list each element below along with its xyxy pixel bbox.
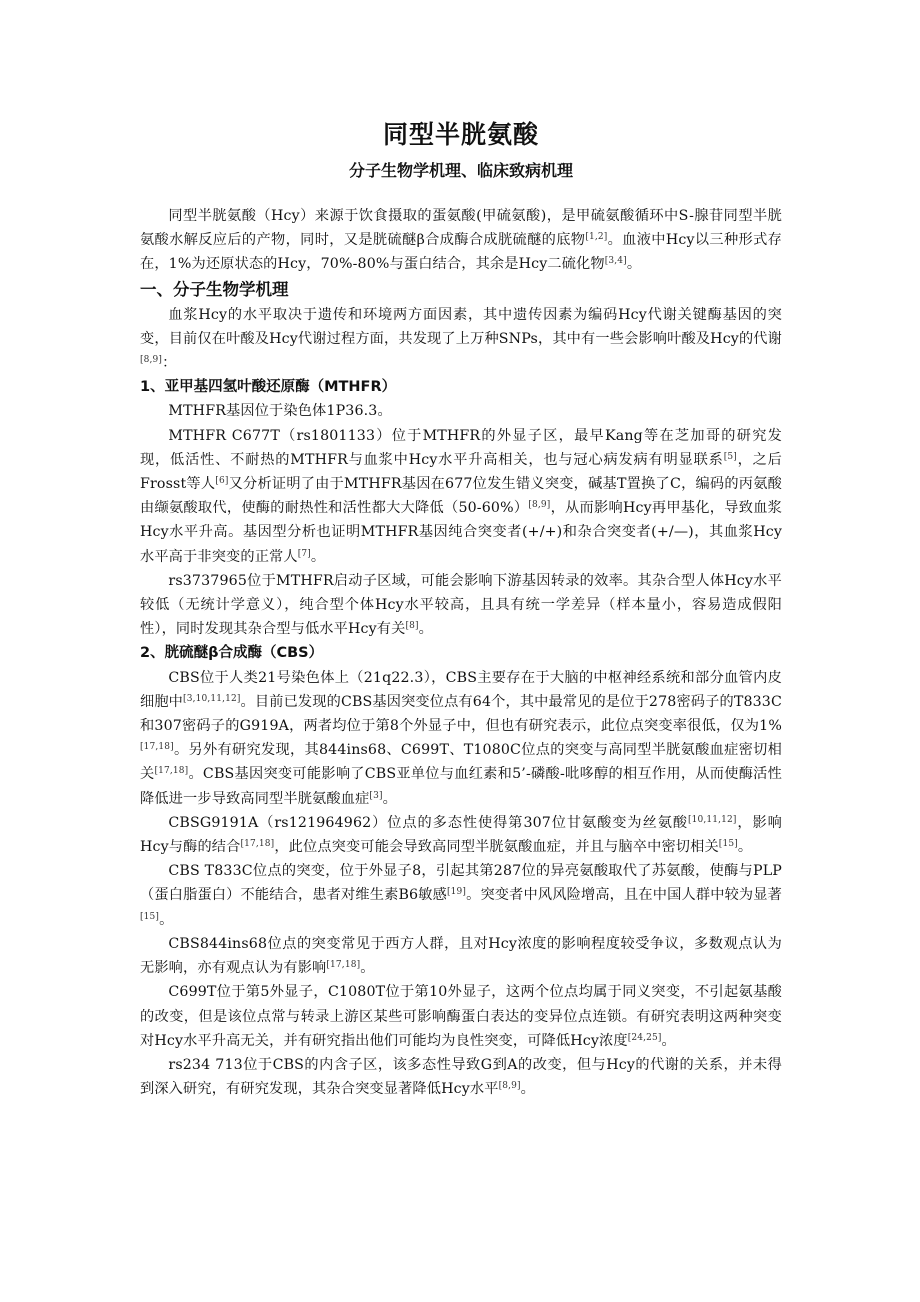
paragraph-text: 。另外有研究发现，其844ins68、C699T、T1080C位点的突变与高同型半胱氨酸血症密切相关	[140, 742, 782, 783]
document-page	[140, 118, 782, 1101]
paragraph-text: CBS844ins68位点的突变常见于西方人群，且对Hcy浓度的影响程度较受争议，多数观点认为无影响，亦有观点认为有影响	[140, 935, 782, 977]
paragraph-text: ：	[162, 355, 177, 372]
paragraph-text: 。血液中Hcy以三种形式存在，1%为还原状态的Hcy，70%-80%与蛋白结合，其余是Hcy二硫化物	[140, 232, 782, 273]
citation-reference: [8,9]	[498, 1081, 521, 1092]
paragraph-text: ，从而影响Hcy再甲基化，导致血浆Hcy水平升高。基因型分析也证明MTHFR基因纯合突变者(+/+)和杂合突变者(+/—)，其血浆Hcy水平高于非突变的正常人	[140, 500, 783, 565]
citation-reference: [17,18]	[326, 960, 361, 971]
paragraph-text: CBSG9191A（rs121964962）位点的多态性使得第307位甘氨酸变为丝氨酸	[168, 814, 688, 831]
citation-reference: [3,4]	[604, 256, 627, 267]
paragraph-text: 血浆Hcy的水平取决于遗传和环境两方面因素，其中遗传因素为编码Hcy代谢关键酶基因的突变，目前仅在叶酸及Hcy代谢过程方面，共发现了上万种SNPs，其中有一些会影响叶酸及Hcy的代谢	[140, 306, 782, 347]
citation-reference: [17,18]	[140, 742, 174, 753]
citation-reference: [8]	[405, 621, 419, 632]
paragraph-text: 。	[360, 960, 375, 977]
body-paragraph	[140, 666, 782, 811]
body-paragraph	[140, 859, 782, 932]
body-paragraph	[140, 424, 782, 569]
citation-reference: [17,18]	[154, 766, 189, 777]
citation-reference: [15]	[140, 911, 160, 922]
document-subtitle: 分子生物学机理、临床致病机理	[348, 161, 573, 180]
citation-reference: [17,18]	[240, 839, 275, 850]
paragraph-text: 。	[382, 790, 397, 807]
body-paragraph	[140, 1053, 782, 1101]
document-title: 同型半胱氨酸	[382, 120, 539, 149]
citation-reference: [15]	[718, 839, 738, 850]
citation-reference: [3,10,11,12]	[183, 693, 241, 704]
paragraph-text: 又分析证明了由于MTHFR基因在677位发生错义突变，碱基T置换了C，编码的丙氨酸由缬氨酸取代，使酶的耐热性和活性都大大降低（50-60%）	[140, 476, 782, 517]
citation-reference: [24,25]	[627, 1032, 662, 1043]
body-paragraph	[140, 569, 782, 642]
paragraph-text: 。	[159, 911, 174, 928]
body-paragraph	[140, 980, 782, 1053]
paragraph-text: 同型半胱氨酸（Hcy）来源于饮食摄取的蛋氨酸(甲硫氨酸)，是甲硫氨酸循环中S-腺苷同型半胱氨酸水解反应后的产物，同时，又是胱硫醚β合成酶合成胱硫醚的底物	[140, 208, 782, 249]
document-body	[140, 204, 782, 1101]
paragraph-text: 。	[661, 1032, 676, 1049]
paragraph-text: ，之后Frosst等人	[140, 451, 783, 493]
citation-reference: [7]	[297, 548, 311, 559]
paragraph-text: CBS T833C位点的突变，位于外显子8，引起其第287位的异亮氨酸取代了苏氨酸，使酶与PLP（蛋白脂蛋白）不能结合，患者对维生素B6敏感	[140, 863, 782, 904]
citation-reference: [19]	[446, 887, 467, 898]
body-paragraph	[140, 204, 782, 277]
citation-reference: [6]	[215, 476, 229, 487]
citation-reference: [3]	[369, 790, 383, 801]
paragraph-text: C699T位于第5外显子，C1080T位于第10外显子，这两个位点均属于同义突变，不引起氨基酸的改变，但是该位点常与转录上游区某些可影响酶蛋白表达的变异位点连锁。有研究表明这两种突变对Hcy水平升高无关，并有研究指出他们可能均为良性突变，可降低Hcy浓度	[140, 984, 782, 1049]
subsection-heading: 1、亚甲基四氢叶酸还原酶（MTHFR）	[140, 379, 397, 396]
paragraph-text: 。目前已发现的CBS基因突变位点有64个，其中最常见的是位于278密码子的T833C和307密码子的G919A，两者均位于第8个外显子中，但也有研究表示，此位点突变率很低，仅为1%	[140, 693, 782, 735]
subsection-heading: 2、胱硫醚β合成酶（CBS）	[140, 645, 324, 662]
section-heading: 一、分子生物学机理	[140, 279, 289, 299]
paragraph-text: 。突变者中风风险增高，且在中国人群中较为显著	[466, 887, 782, 904]
paragraph-text: 。CBS基因突变可能影响了CBS亚单位与血红素和5’-磷酸-吡哆醇的相互作用，从而使酶活性降低进一步导致高同型半胱氨酸血症	[140, 766, 782, 807]
paragraph-text: MTHFR C677T（rs1801133）位于MTHFR的外显子区，最早Kang等在芝加哥的研究发现，低活性、不耐热的MTHFR与血浆中Hcy水平升高相关，也与冠心病发病有明显联系	[140, 427, 782, 468]
paragraph-text: 。	[737, 839, 753, 856]
citation-reference: [8,9]	[140, 355, 163, 366]
paragraph-text: CBS位于人类21号染色体上（21q22.3），CBS主要存在于大脑的中枢神经系统和部分血管内皮细胞中	[140, 669, 782, 710]
paragraph-text: ，此位点突变可能会导致高同型半胱氨酸血症，并且与脑卒中密切相关	[274, 839, 719, 856]
body-paragraph	[140, 399, 782, 423]
paragraph-text: ，影响Hcy与酶的结合	[140, 814, 782, 856]
paragraph-text: 。	[310, 548, 326, 565]
paragraph-text: rs3737965位于MTHFR启动子区域，可能会影响下游基因转录的效率。其杂合型人体Hcy水平较低（无统计学意义），纯合型个体Hcy水平较高，且具有统一学差异（样本量小，容易造成假阳性），同时发现其杂合型与低水平Hcy有关	[140, 572, 782, 638]
body-paragraph	[140, 932, 782, 980]
paragraph-text: 。	[418, 621, 433, 638]
citation-reference: [10,11,12]	[687, 814, 737, 825]
citation-reference: [8,9]	[528, 500, 551, 511]
body-paragraph	[140, 303, 782, 376]
citation-reference: [1,2]	[585, 232, 608, 243]
citation-reference: [5]	[723, 451, 737, 462]
body-paragraph	[140, 811, 782, 859]
paragraph-text: MTHFR基因位于染色体1P36.3。	[168, 403, 392, 420]
paragraph-text: 。	[626, 256, 642, 273]
paragraph-text: 。	[520, 1081, 535, 1098]
paragraph-text: rs234 713位于CBS的内含子区，该多态性导致G到A的改变，但与Hcy的代谢的关系，并未得到深入研究，有研究发现，其杂合突变显著降低Hcy水平	[140, 1056, 782, 1098]
